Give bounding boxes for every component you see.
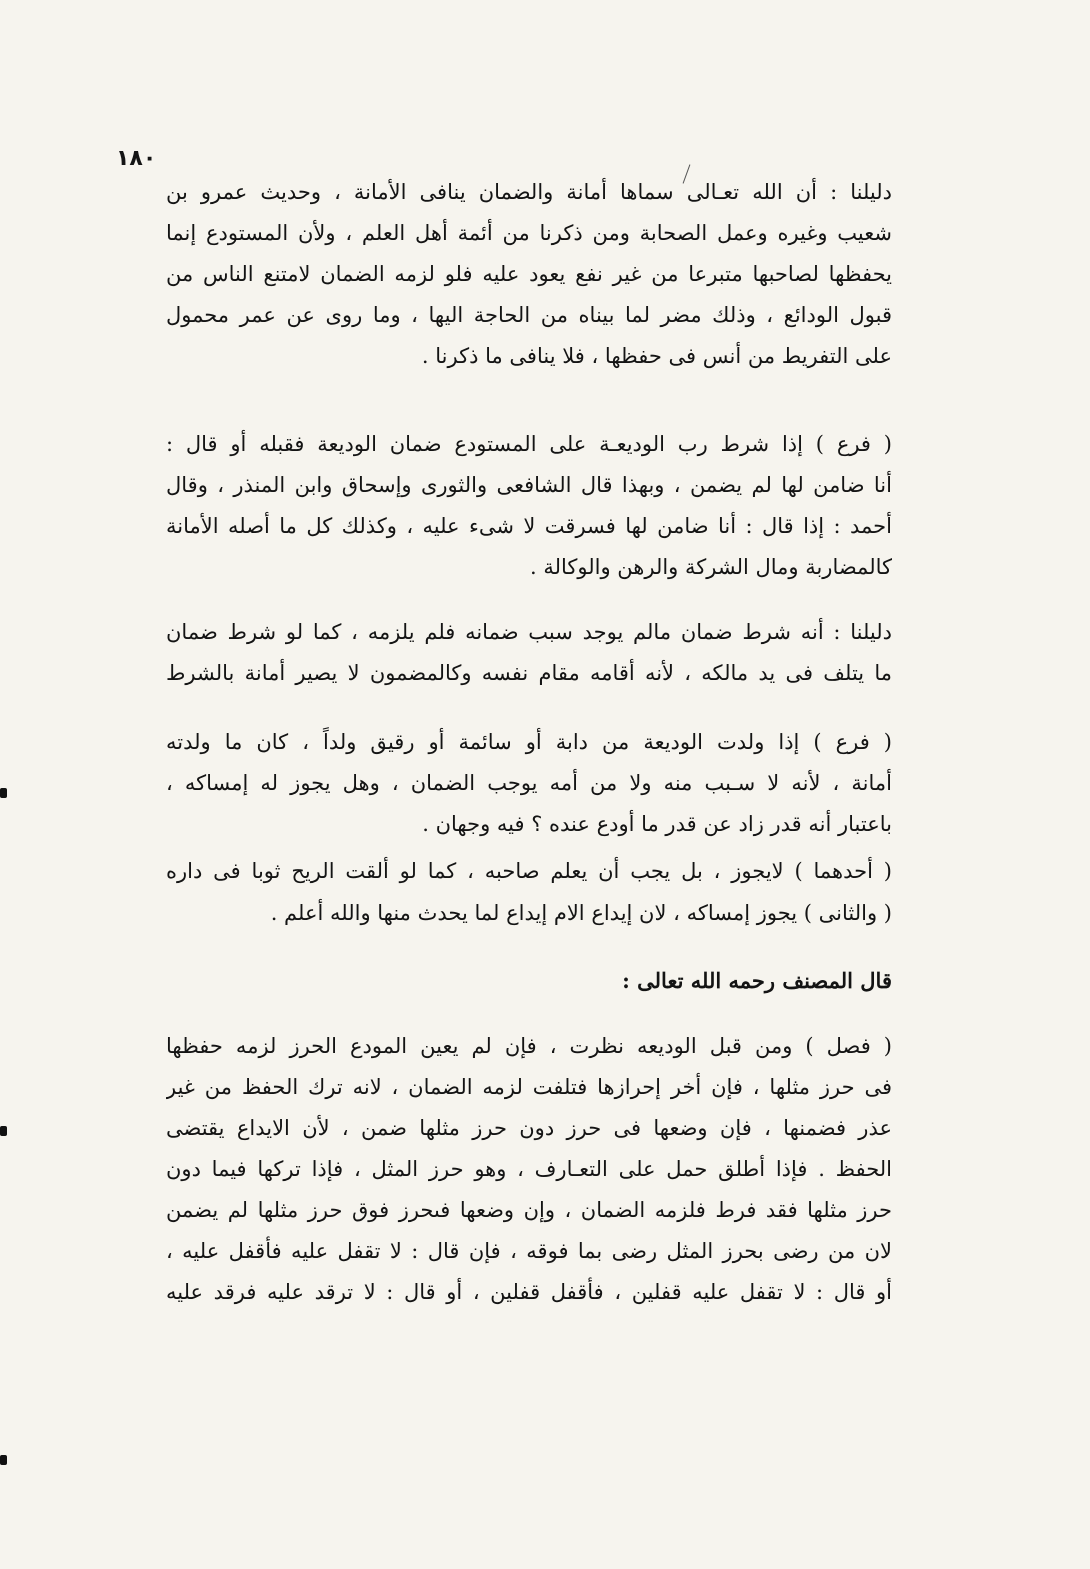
text-line: قبول الودائع ، وذلك مضر لما بيناه من الحاجة اليها ، وما روى عن عمر محمول xyxy=(166,303,892,327)
text-line: كالمضاربة ومال الشركة والرهن والوكالة . xyxy=(530,555,892,579)
paragraph-evidence-amanah xyxy=(166,172,892,377)
binding-hole-mark xyxy=(0,788,7,798)
text-line: ( والثانى ) يجوز إمساكه ، لان إيداع الام إيداع لما يحدث منها والله أعلم . xyxy=(270,901,892,925)
text-line: ( فرع ) إذا شرط رب الوديعـة على المستودع ضمان الوديعة فقبله أو قال : xyxy=(166,432,892,456)
binding-hole-mark xyxy=(0,1455,7,1465)
text-line: شعيب وغيره وعمل الصحابة ومن ذكرنا من أئمة أهل العلم ، ولأن المستودع إنما xyxy=(166,221,892,245)
binding-hole-mark xyxy=(0,1126,7,1136)
text-line: أو قال : لا تقفل عليه قفلين ، فأقفل قفلين ، أو قال : لا ترقد عليه فرقد عليه xyxy=(166,1280,892,1304)
text-line: أحمد : إذا قال : أنا ضامن لها فسرقت لا شىء عليه ، وكذلك كل ما أصله الأمانة xyxy=(166,514,892,538)
text-line: عذر فضمنها ، فإن وضعها فى حرز دون حرز مثلها ضمن ، لأن الايداع يقتضى xyxy=(166,1116,892,1140)
text-line: حرز مثلها فقد فرط فلزمه الضمان ، وإن وضعها فىحرز فوق حرز مثلها لم يضمن xyxy=(166,1198,892,1222)
text-line: باعتبار أنه قدر زاد عن قدر ما أودع عنده ؟ فيه وجهان . xyxy=(422,812,892,836)
text-line: على التفريط من أنس فى حفظها ، فلا ينافى ما ذكرنا . xyxy=(421,344,892,368)
paragraph-second-opinion xyxy=(166,893,892,934)
text-line: ( أحدهما ) لايجوز ، بل يجب أن يعلم صاحبه ، كما لو ألقت الريح ثوبا فى داره xyxy=(166,859,892,883)
text-line: أمانة ، لأنه لا سـبب منه ولا من أمه يوجب الضمان ، وهل يجوز له إمساكه ، xyxy=(166,771,892,795)
text-line: ( فصل ) ومن قبل الوديعه نظرت ، فإن لم يعين المودع الحرز لزمه حفظها xyxy=(166,1034,892,1058)
section-heading xyxy=(166,960,892,1001)
paragraph-evidence-condition xyxy=(166,612,892,694)
paragraph-branch-condition xyxy=(166,424,892,588)
paragraph-section-custody xyxy=(166,1026,892,1313)
text-line: فى حرز مثلها ، فإن أخر إحرازها فتلفت لزمه الضمان ، لانه ترك الحفظ من غير xyxy=(166,1075,892,1099)
heading-line: قال المصنف رحمه الله تعالى : xyxy=(622,968,892,993)
text-line: ( فرع ) إذا ولدت الوديعة من دابة أو سائمة أو رقيق ولداً ، كان ما ولدته xyxy=(166,730,892,754)
text-line: دليلنا : أن الله تعـالى سماها أمانة والضمان ينافى الأمانة ، وحديث عمرو بن xyxy=(166,180,892,204)
text-line: دليلنا : أنه شرط ضمان مالم يوجد سبب ضمانه فلم يلزمه ، كما لو شرط ضمان xyxy=(166,620,892,644)
paragraph-branch-offspring xyxy=(166,722,892,845)
text-line: لان من رضى بحرز المثل رضى بما فوقه ، فإن قال : لا تقفل عليه فأقفل عليه ، xyxy=(166,1239,892,1263)
text-line: الحفظ . فإذا أطلق حمل على التعـارف ، وهو حرز المثل ، فإذا تركها فيما دون xyxy=(166,1157,892,1181)
text-line: يحفظها لصاحبها متبرعا من غير نفع يعود عليه فلو لزمه الضمان لامتنع الناس من xyxy=(166,262,892,286)
text-line: أنا ضامن لها لم يضمن ، وبهذا قال الشافعى والثورى وإسحاق وابن المنذر ، وقال xyxy=(166,473,892,497)
paragraph-first-opinion xyxy=(166,851,892,892)
page-number: ١٨٠ xyxy=(116,146,157,171)
text-line: ما يتلف فى يد مالكه ، لأنه أقامه مقام نفسه وكالمضمون لا يصير أمانة بالشرط xyxy=(166,661,892,685)
